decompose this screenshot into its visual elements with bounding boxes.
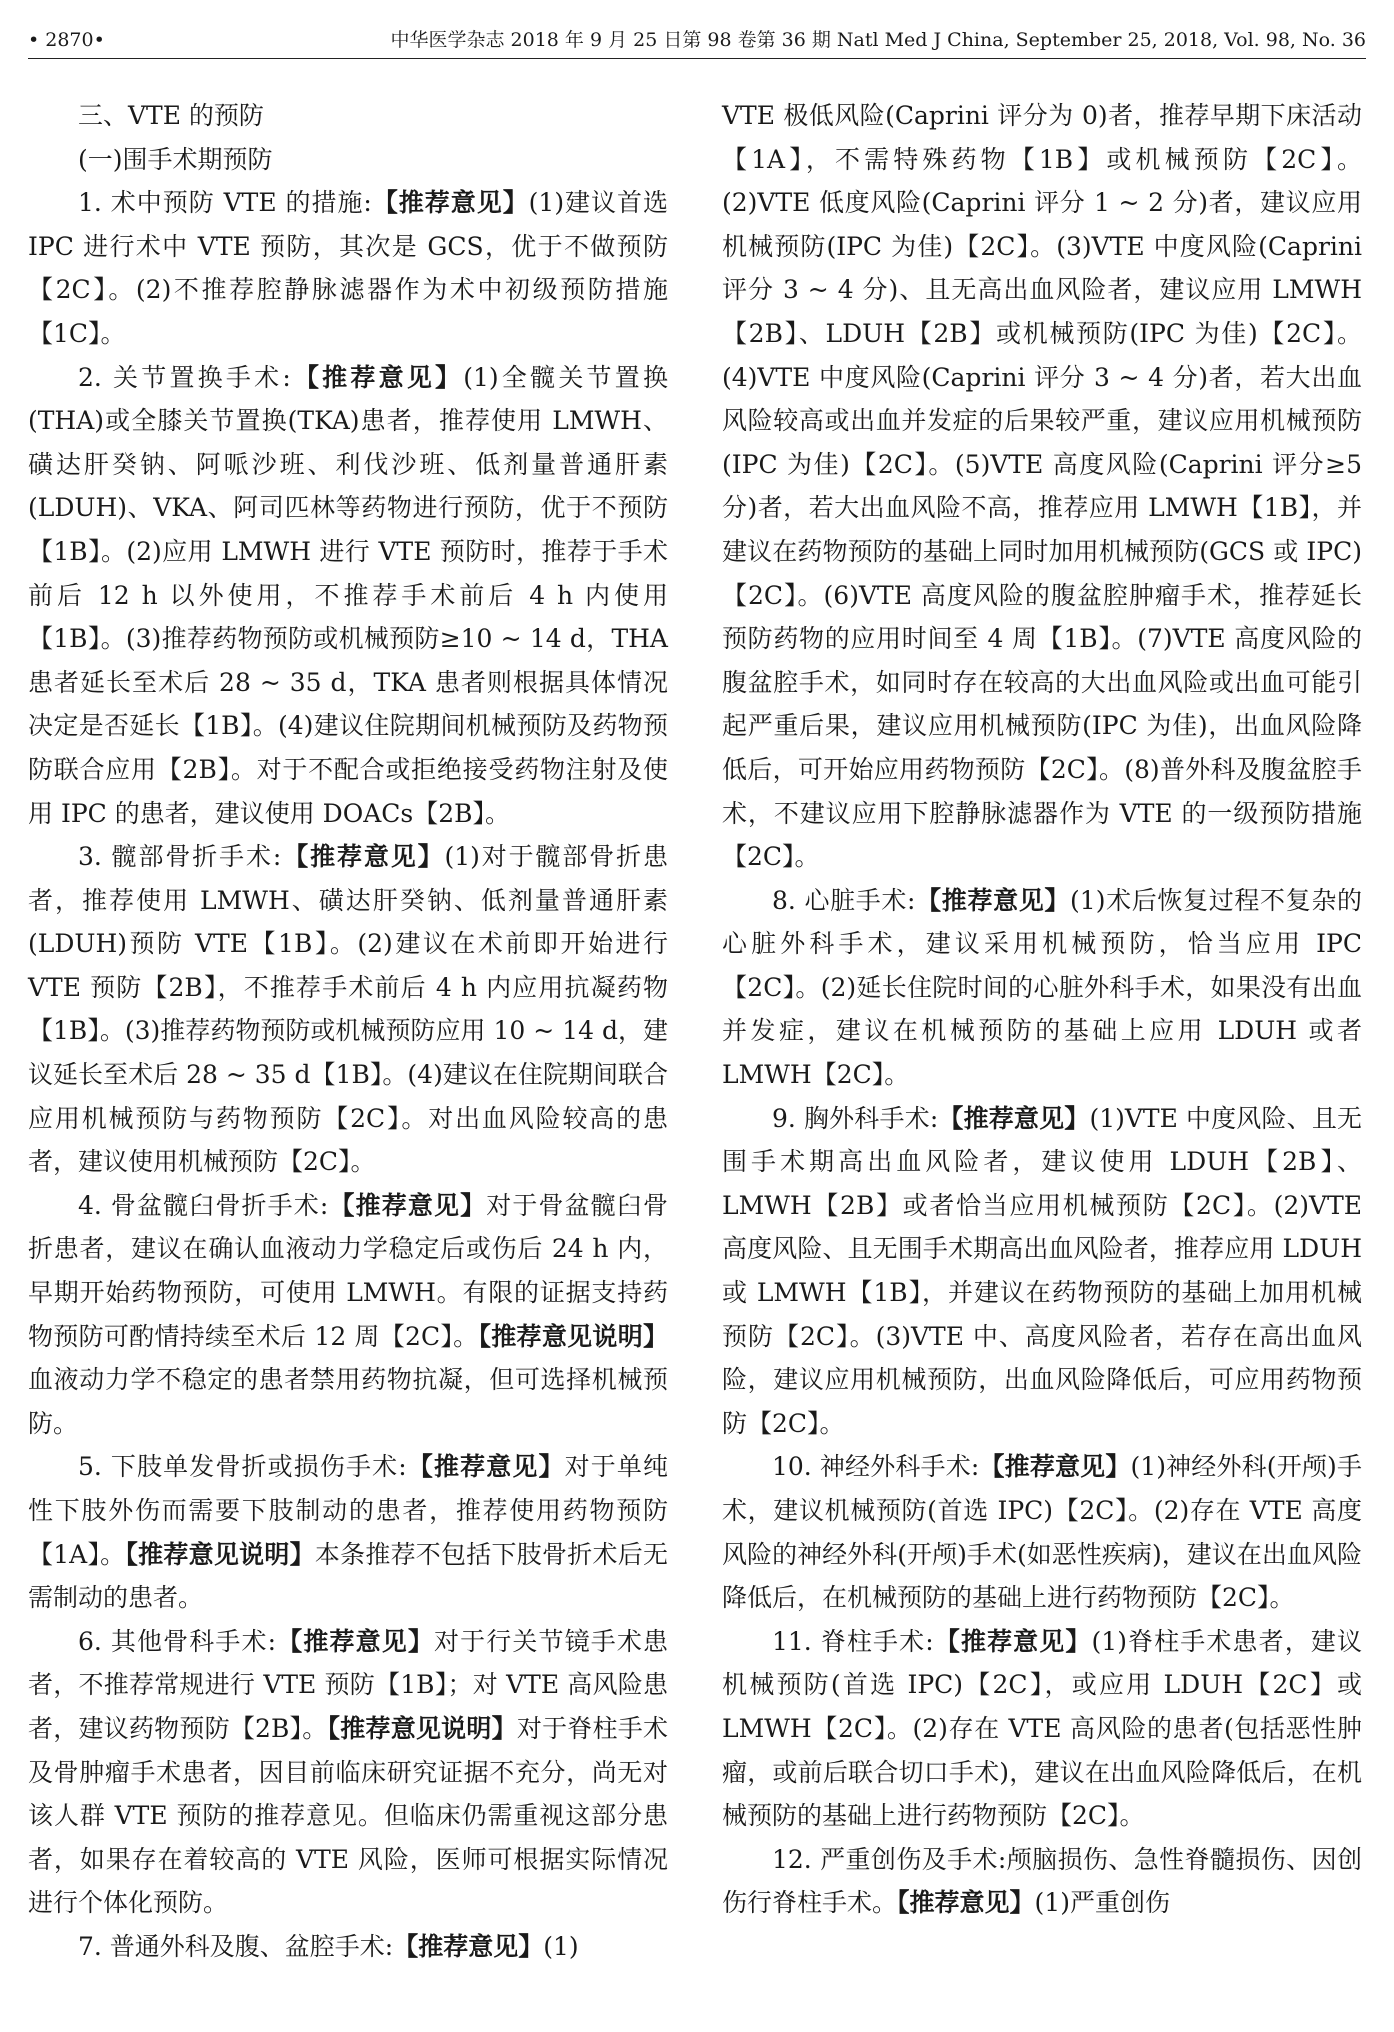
paragraph-heading: 5. 下肢单发骨折或损伤手术:: [78, 1452, 407, 1482]
recommendation-label: 【推荐意见】: [281, 842, 445, 872]
paragraph-heading: 4. 骨盆髋臼骨折手术:: [78, 1190, 329, 1220]
recommendation-label: 【推荐意见】: [276, 1626, 434, 1656]
recommendation-label: 【推荐意见】: [290, 362, 464, 392]
paragraph-body: 本条推荐不包括下肢骨折术后无需制动的患者。: [28, 1539, 668, 1613]
paragraph-body: (1)术后恢复过程不复杂的心脏外科手术，建议采用机械预防，恰当应用 IPC【2C】。(2)延长住院时间的心脏外科手术，如果没有出血并发症，建议在机械预防的基础上应用 LDUH 或者 LMWH【2C】。: [722, 885, 1362, 1090]
left-paragraph-5: [28, 1184, 668, 1446]
right-paragraph-0: [722, 94, 1362, 879]
paragraph-body: 对于脊柱手术及骨肿瘤手术患者，因目前临床研究证据不充分，尚无对该人群 VTE 预防的推荐意见。但临床仍需重视这部分患者，如果存在着较高的 VTE 风险，医师可根据实际情况进行个体化预防。: [28, 1713, 668, 1918]
paragraph-heading: 2. 关节置换手术:: [78, 362, 291, 392]
paragraph-heading: 8. 心脏手术:: [772, 885, 916, 915]
running-header: [28, 22, 1366, 59]
paragraph-body: (1)VTE 中度风险、且无围手术期高出血风险者，建议使用 LDUH【2B】、LMWH【2B】或者恰当应用机械预防【2C】。(2)VTE 高度风险、且无围手术期高出血风险者，推荐应用 LDUH 或 LMWH【1B】，并建议在药物预防的基础上加用机械预防【2C】。(3)VTE 中、高度风险者，若存在高出血风险，建议应用机械预防，出血风险降低后，可应用药物预防【2C】。: [722, 1103, 1362, 1438]
paragraph-body: (1)严重创伤: [1034, 1888, 1170, 1918]
right-paragraph-2: [722, 1097, 1362, 1446]
paragraph-body: 对于骨盆髋臼骨折患者，建议在确认血液动力学稳定后或伤后 24 h 内，早期开始药物预防，可使用 LMWH。有限的证据支持药物预防可酌情持续至术后 12 周【2C】。: [28, 1190, 668, 1351]
recommendation-note-label: 【推荐意见说明】: [478, 1321, 668, 1351]
paragraph-body: (1)脊柱手术患者，建议机械预防(首选 IPC)【2C】，或应用 LDUH【2C】或 LMWH【2C】。(2)存在 VTE 高风险的患者(包括恶性肿瘤，或前后联合切口手术)，建议在出血风险降低后，在机械预防的基础上进行药物预防【2C】。: [722, 1626, 1362, 1831]
paragraph-body: (1)全髋关节置换(THA)或全膝关节置换(TKA)患者，推荐使用 LMWH、磺达肝癸钠、阿哌沙班、利伐沙班、低剂量普通肝素(LDUH)、VKA、阿司匹林等药物进行预防，优于不预防【1B】。(2)应用 LMWH 进行 VTE 预防时，推荐于手术前后 12 h 以外使用，不推荐手术前后 4 h 内使用【1B】。(3)推荐药物预防或机械预防≥10 ~ 14 d，THA 患者延长至术后 28 ~ 35 d，TKA 患者则根据具体情况决定是否延长【1B】。(4)建议住院期间机械预防及药物预防联合应用【2B】。对于不配合或拒绝接受药物注射及使用 IPC 的患者，建议使用 DOACs【2B】。: [28, 362, 668, 828]
paragraph-heading: 3. 髋部骨折手术:: [78, 842, 282, 872]
right-paragraph-4: [722, 1620, 1362, 1838]
left-paragraph-7: [28, 1620, 668, 1925]
right-column: [722, 94, 1362, 1925]
paragraph-body: (1)神经外科(开颅)手术，建议机械预防(首选 IPC)【2C】。(2)存在 VTE 高度风险的神经外科(开颅)手术(如恶性疾病)，建议在出血风险降低后，在机械预防的基础上进行药物预防【2C】。: [722, 1452, 1362, 1613]
paragraph-body: (1)对于髋部骨折患者，推荐使用 LMWH、磺达肝癸钠、低剂量普通肝素(LDUH)预防 VTE【1B】。(2)建议在术前即开始进行 VTE 预防【2B】，不推荐手术前后 4 h 内应用抗凝药物【1B】。(3)推荐药物预防或机械预防应用 10 ~ 14 d，建议延长至术后 28 ~ 35 d【1B】。(4)建议在住院期间联合应用机械预防与药物预防【2C】。对出血风险较高的患者，建议使用机械预防【2C】。: [28, 842, 668, 1177]
page-number: • 2870•: [28, 29, 105, 51]
paragraph-heading: 6. 其他骨科手术:: [78, 1626, 277, 1656]
left-paragraph-3: [28, 356, 668, 836]
left-column: [28, 94, 668, 1969]
paragraph-body: 对于行关节镜手术患者，不推荐常规进行 VTE 预防【1B】；对 VTE 高风险患者，建议药物预防【2B】。: [28, 1626, 668, 1743]
recommendation-note-label: 【推荐意见】: [897, 1888, 1035, 1918]
recommendation-label: 【推荐意见】: [371, 188, 529, 218]
running-title: 中华医学杂志 2018 年 9 月 25 日第 98 卷第 36 期 Natl Med J China, September 25, 2018, Vol. 98, No. 36: [390, 29, 1366, 51]
recommendation-label: 【推荐意见】: [979, 1452, 1131, 1482]
paragraph-body: (1): [543, 1931, 579, 1961]
right-paragraph-3: [722, 1445, 1362, 1619]
recommendation-note-label: 【推荐意见说明】: [125, 1539, 315, 1569]
recommendation-label: 【推荐意见】: [933, 1626, 1092, 1656]
subsection-heading: (一)围手术期预防: [78, 144, 273, 174]
recommendation-label: 【推荐意见】: [406, 1452, 565, 1482]
paragraph-heading: 11. 脊柱手术:: [772, 1626, 934, 1656]
recommendation-label: 【推荐意见】: [938, 1103, 1090, 1133]
paragraph-body: 血液动力学不稳定的患者禁用药物抗凝，但可选择机械预防。: [28, 1365, 668, 1438]
recommendation-note-label: 【推荐意见说明】: [327, 1713, 517, 1743]
right-paragraph-1: [722, 879, 1362, 1097]
paragraph-heading: 10. 神经外科手术:: [772, 1452, 980, 1482]
paragraph-continuation-text: VTE 极低风险(Caprini 评分为 0)者，推荐早期下床活动【1A】，不需特殊药物【1B】或机械预防【2C】。(2)VTE 低度风险(Caprini 评分 1 ~ 2 分)者，建议应用机械预防(IPC 为佳)【2C】。(3)VTE 中度风险(Caprini 评分 3 ~ 4 分)、且无高出血风险者，建议应用 LMWH【2B】、LDUH【2B】或机械预防(IPC 为佳)【2C】。(4)VTE 中度风险(Caprini 评分 3 ~ 4 分)者，若大出血风险较高或出血并发症的后果较严重，建议应用机械预防(IPC 为佳)【2C】。(5)VTE 高度风险(Caprini 评分≥5 分)者，若大出血风险不高，推荐应用 LMWH【1B】，并建议在药物预防的基础上同时加用机械预防(GCS 或 IPC)【2C】。(6)VTE 高度风险的腹盆腔肿瘤手术，推荐延长预防药物的应用时间至 4 周【1B】。(7)VTE 高度风险的腹盆腔手术，如同时存在较高的大出血风险或出血可能引起严重后果，建议应用机械预防(IPC 为佳)，出血风险降低后，可开始应用药物预防【2C】。(8)普外科及腹盆腔手术，不建议应用下腔静脉滤器作为 VTE 的一级预防措施【2C】。: [722, 101, 1362, 872]
left-paragraph-6: [28, 1445, 668, 1619]
recommendation-label: 【推荐意见】: [393, 1931, 544, 1961]
paragraph-heading: 9. 胸外科手术:: [772, 1103, 939, 1133]
paragraph-body: 颅脑损伤、急性脊髓损伤、因创伤行脊柱手术。: [722, 1844, 1362, 1918]
paragraph-heading: 12. 严重创伤及手术:: [772, 1844, 1007, 1874]
paragraph-heading: 7. 普通外科及腹、盆腔手术:: [78, 1931, 394, 1961]
left-paragraph-8: [28, 1925, 668, 1969]
recommendation-label: 【推荐意见】: [328, 1190, 487, 1220]
paragraph-body: (1)建议首选 IPC 进行术中 VTE 预防，其次是 GCS，优于不做预防【2C】。(2)不推荐腔静脉滤器作为术中初级预防措施【1C】。: [28, 188, 668, 348]
paragraph-heading: 1. 术中预防 VTE 的措施:: [78, 188, 372, 218]
left-paragraph-4: [28, 835, 668, 1184]
recommendation-label: 【推荐意见】: [915, 885, 1071, 915]
left-paragraph-2: [28, 181, 668, 355]
section-heading: 三、VTE 的预防: [78, 101, 264, 130]
right-paragraph-5: [722, 1838, 1362, 1925]
paragraph-body: 对于单纯性下肢外伤而需要下肢制动的患者，推荐使用药物预防【1A】。: [28, 1452, 668, 1569]
